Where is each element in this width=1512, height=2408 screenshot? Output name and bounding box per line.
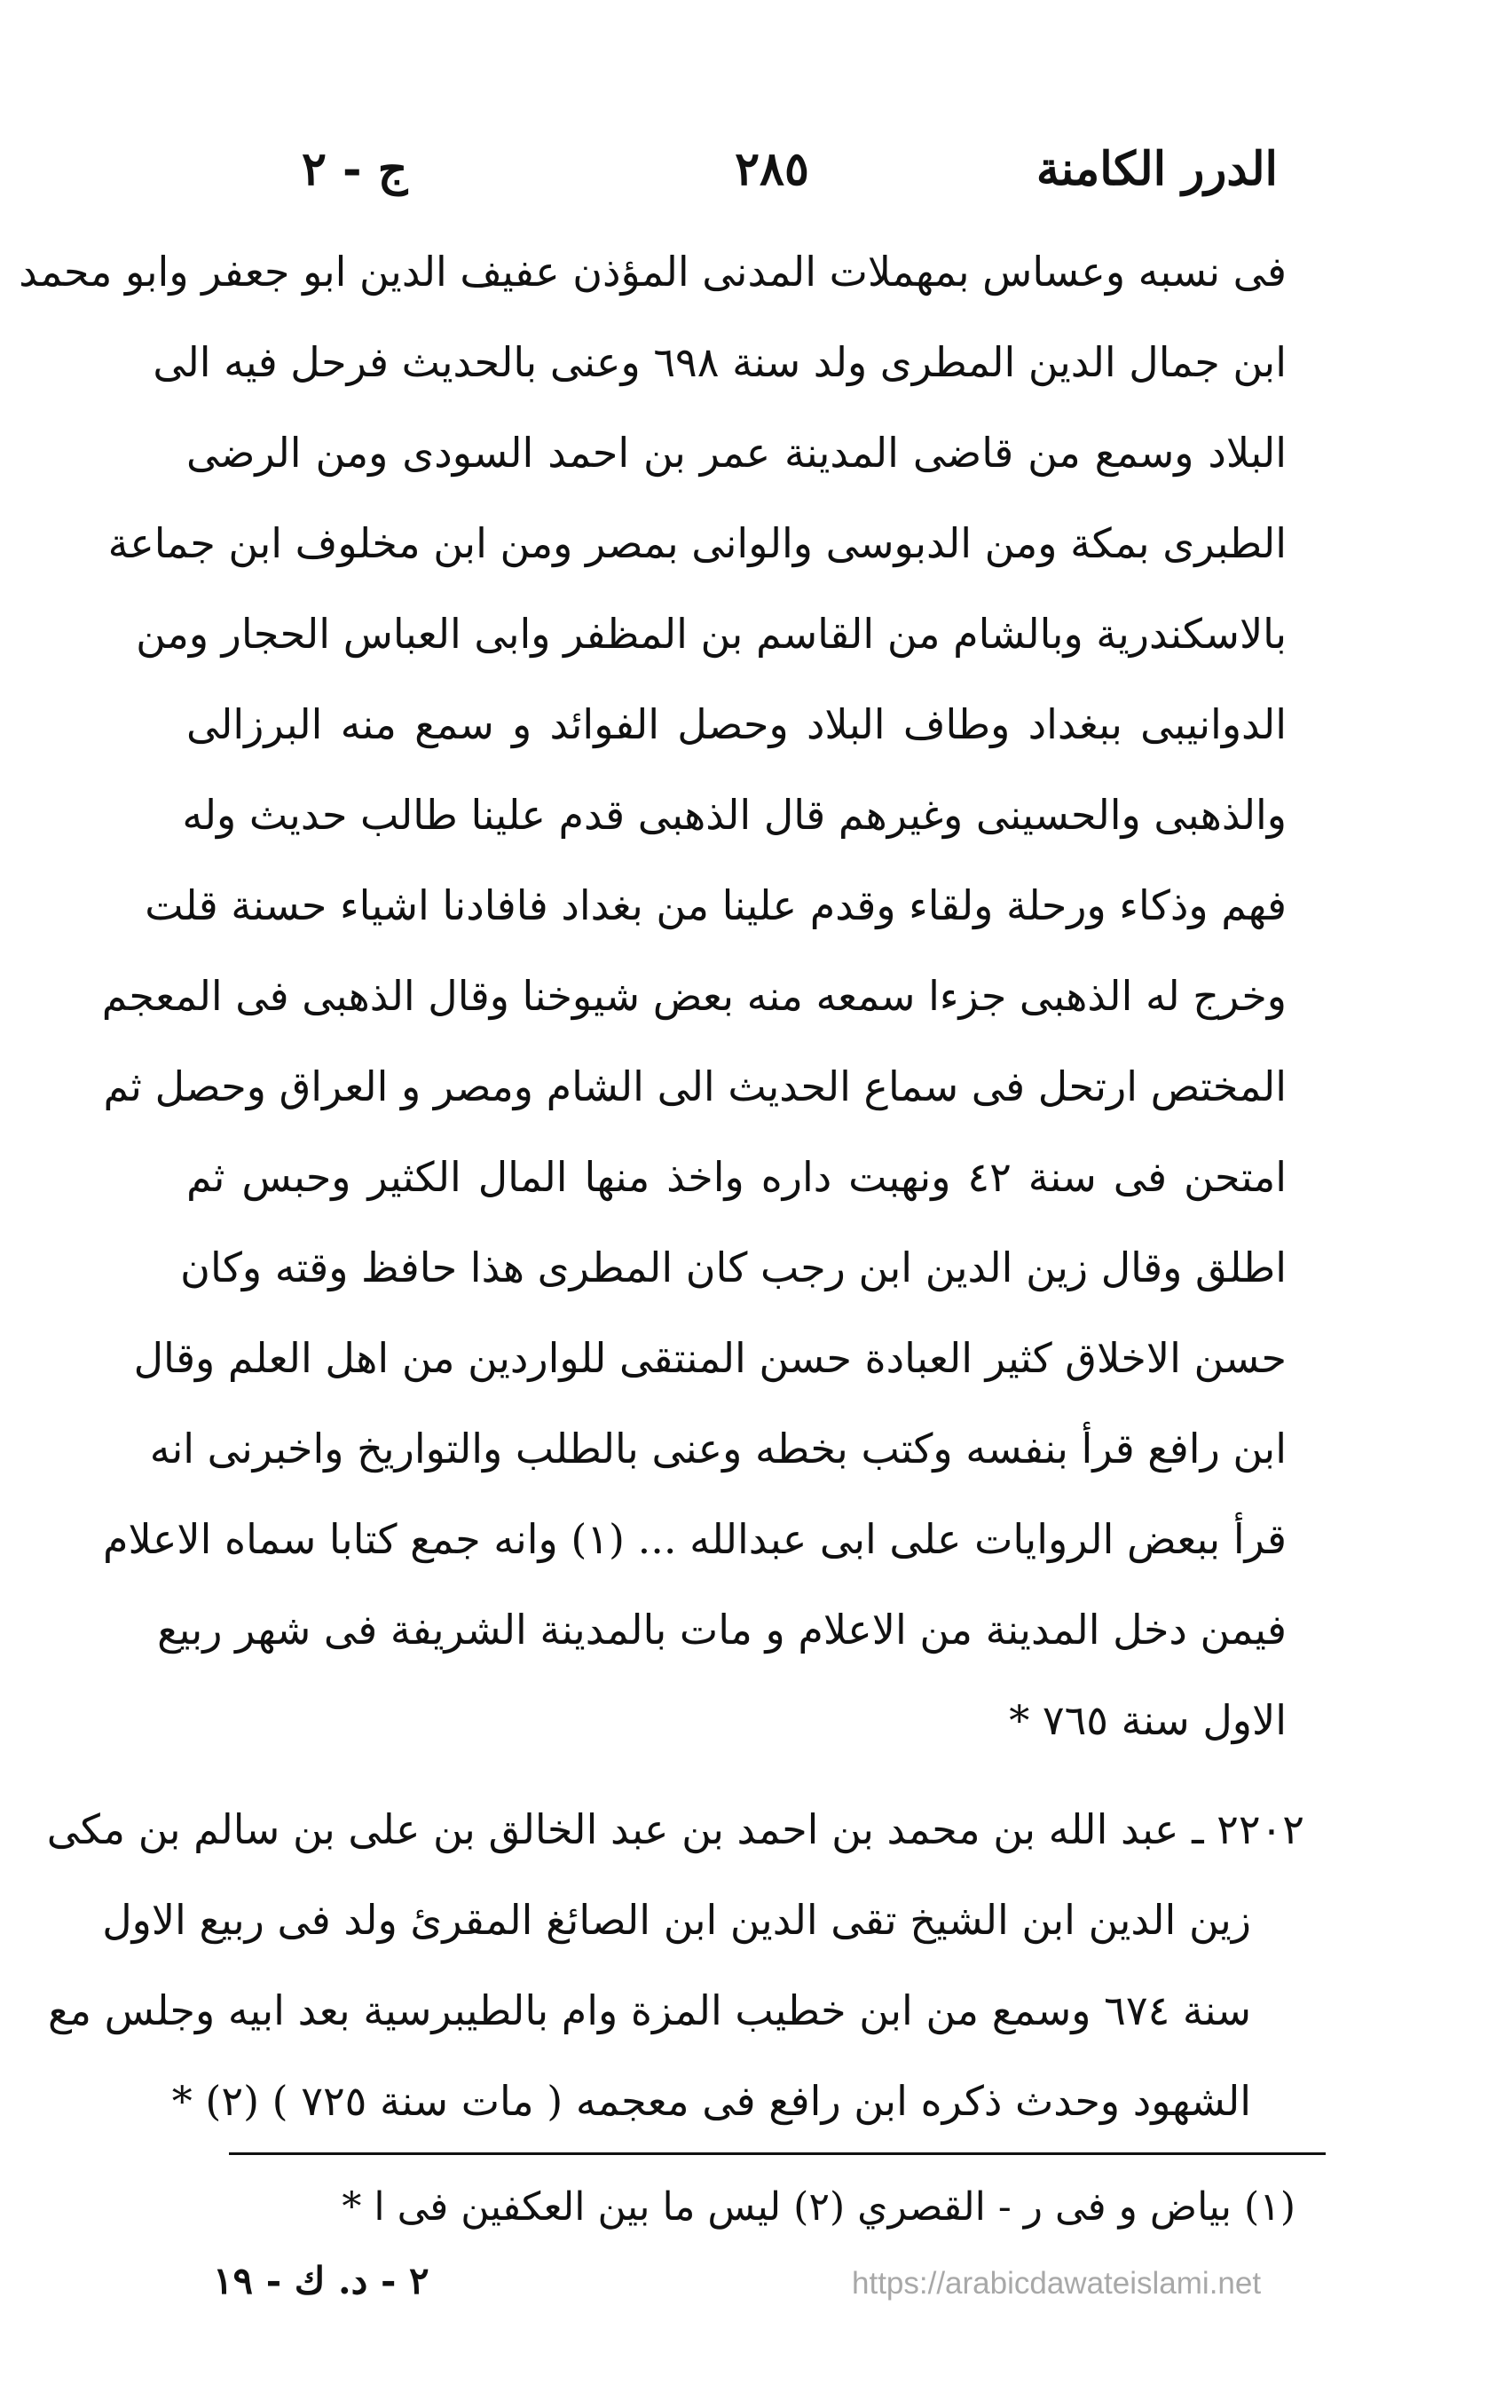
footnote: (١) بياض و فى ر - القصري (٢) ليس ما بين العكفين فى ا *	[342, 2184, 1295, 2230]
text-line: فى نسبه وعساس بمهملات المدنى المؤذن عفيف الدين ابو جعفر وابو محمد	[19, 248, 1287, 296]
text-line: البلاد وسمع من قاضى المدينة عمر بن احمد السودى ومن الرضى	[186, 429, 1287, 477]
entry-heading-line: ٢٢٠٢ ـ عبد الله بن محمد بن احمد بن عبد الخالق بن على بن سالم بن مكى	[46, 1805, 1304, 1853]
biography-entry-2202	[46, 1784, 1304, 2146]
text-line: بالاسكندرية وبالشام من القاسم بن المظفر وابى العباس الحجار ومن	[136, 610, 1287, 658]
running-title: الدرر الكامنة	[1036, 142, 1278, 196]
text-line: سنة ٦٧٤ وسمع من ابن خطيب المزة وام بالطيبرسية بعد ابيه وجلس مع	[47, 1986, 1251, 2034]
printer-signature-mark: ٢ - د. ك - ١٩	[213, 2259, 429, 2302]
text-line: والذهبى والحسينى وغيرهم قال الذهبى قدم علينا طالب حديث وله	[182, 791, 1287, 839]
text-line: امتحن فى سنة ٤٢ ونهبت داره واخذ منها المال الكثير وحبس ثم	[186, 1153, 1287, 1201]
page-header	[266, 142, 1278, 222]
text-line: قرأ ببعض الروايات على ابى عبدالله ... (١) وانه جمع كتابا سماه الاعلام	[103, 1515, 1287, 1563]
biography-entry-continued	[19, 226, 1287, 1765]
text-line: وخرج له الذهبى جزءا سمعه منه بعض شيوخنا وقال الذهبى فى المعجم	[101, 972, 1287, 1020]
text-line-final: الاول سنة ٧٦٥ *	[1009, 1696, 1287, 1744]
footnote-divider	[229, 2152, 1326, 2155]
text-line-final: الشهود وحدث ذكره ابن رافع فى معجمه ( مات سنة ٧٢٥ ) (٢) *	[171, 2077, 1251, 2125]
text-line: اطلق وقال زين الدين ابن رجب كان المطرى هذا حافظ وقته وكان	[180, 1243, 1287, 1291]
watermark-url: https://arabicdawateislami.net	[852, 2266, 1262, 2301]
text-line: ابن رافع قرأ بنفسه وكتب بخطه وعنى بالطلب والتواريخ واخبرنى انه	[149, 1425, 1287, 1472]
text-line: حسن الاخلاق كثير العبادة حسن المنتقى للواردين من اهل العلم وقال	[133, 1334, 1287, 1382]
text-line: زين الدين ابن الشيخ تقى الدين ابن الصائغ المقرئ ولد فى ربيع الاول	[102, 1896, 1251, 1944]
volume-label: ج - ٢	[302, 142, 408, 196]
text-line: فهم وذكاء ورحلة ولقاء وقدم علينا من بغداد فافادنا اشياء حسنة قلت	[145, 881, 1287, 929]
text-line: الطبرى بمكة ومن الدبوسى والوانى بمصر ومن ابن مخلوف ابن جماعة	[107, 519, 1287, 567]
text-line: ابن جمال الدين المطرى ولد سنة ٦٩٨ وعنى بالحديث فرحل فيه الى	[153, 338, 1287, 386]
text-line: المختص ارتحل فى سماع الحديث الى الشام ومصر و العراق وحصل ثم	[103, 1062, 1287, 1110]
text-line: فيمن دخل المدينة من الاعلام و مات بالمدينة الشريفة فى شهر ربيع	[157, 1606, 1287, 1654]
text-line: الدوانيبى ببغداد وطاف البلاد وحصل الفوائد و سمع منه البرزالى	[186, 700, 1287, 748]
page-number: ٢٨٥	[735, 142, 809, 196]
